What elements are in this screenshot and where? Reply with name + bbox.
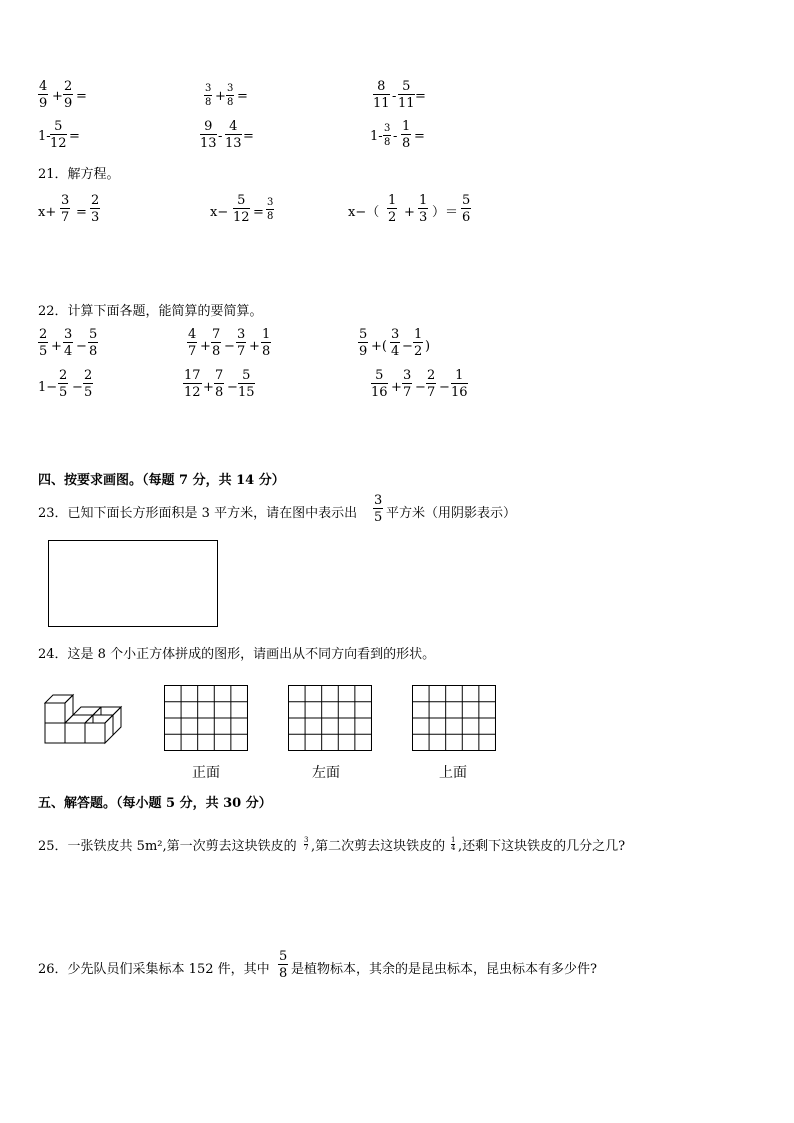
prefix: 1− <box>38 380 58 395</box>
fraction: $\frac{3}{4}$ <box>64 327 73 359</box>
fraction: $\frac{3}{8}$ <box>227 83 234 108</box>
fraction: $\frac{1}{8}$ <box>402 119 411 151</box>
equals-sign: = <box>237 89 248 104</box>
question-25-text: 25．一张铁皮共 5m²,第一次剪去这块铁皮的 <box>38 839 297 854</box>
equals-sign: = <box>414 129 425 144</box>
fraction: $\frac{8}{11}$ <box>373 79 390 111</box>
fraction: $\frac{3}{7}$ <box>237 327 246 359</box>
question-24-text: 24．这是 8 个小正方体拼成的图形，请画出从不同方向看到的形状。 <box>38 647 436 662</box>
operator: + <box>404 205 415 220</box>
fraction: $\frac{2}{9}$ <box>64 79 73 111</box>
operator: ) <box>425 339 431 354</box>
fraction: $\frac{5}{15}$ <box>238 368 255 400</box>
label-top: 上面 <box>439 765 467 781</box>
fraction: $\frac{2}{5}$ <box>39 327 48 359</box>
question-26-text: 26．少先队员们采集标本 152 件，其中 <box>38 962 270 977</box>
fraction: $\frac{5}{11}$ <box>398 79 415 111</box>
operator: − <box>415 380 426 395</box>
operator: - <box>218 129 223 144</box>
operator: + <box>215 89 226 104</box>
fraction: $\frac{9}{13}$ <box>200 119 217 151</box>
question-25-text-mid: ,第二次剪去这块铁皮的 <box>311 839 446 854</box>
operator: +( <box>371 339 387 354</box>
fraction: $\frac{3}{8}$ <box>384 123 391 148</box>
label-left: 左面 <box>312 765 340 781</box>
fraction: $\frac{7}{8}$ <box>212 327 221 359</box>
fraction: $\frac{4}{13}$ <box>225 119 242 151</box>
rectangle-drawing-area[interactable] <box>48 540 218 627</box>
operator: − <box>227 380 238 395</box>
operator: + <box>51 339 62 354</box>
grid-front[interactable] <box>164 685 248 751</box>
operator: − <box>402 339 413 354</box>
fraction: $\frac{5}{8}$ <box>89 327 98 359</box>
cube-face <box>65 723 85 743</box>
cube-figure <box>44 687 124 745</box>
fraction: $\frac{7}{8}$ <box>215 368 224 400</box>
prefix: 1- <box>38 129 51 144</box>
operator: + <box>203 380 214 395</box>
grid-left[interactable] <box>288 685 372 751</box>
equals-sign: = <box>253 205 264 220</box>
fraction: $\frac{3}{8}$ <box>205 83 212 108</box>
fraction: $\frac{2}{3}$ <box>91 193 100 225</box>
section-5-heading: 五、解答题。（每小题 5 分，共 30 分） <box>38 796 272 811</box>
fraction: $\frac{1}{2}$ <box>414 327 423 359</box>
fraction: $\frac{4}{7}$ <box>188 327 197 359</box>
operator: + <box>52 89 63 104</box>
fraction: $\frac{1}{3}$ <box>419 193 428 225</box>
question-23-text-end: 平方米（用阴影表示） <box>386 506 517 521</box>
fraction: $\frac{1}{2}$ <box>388 193 397 225</box>
prefix: 1- <box>370 129 383 144</box>
fraction: $\frac{17}{12}$ <box>184 368 201 400</box>
equals-sign: = <box>76 89 87 104</box>
cube-face <box>45 723 65 743</box>
operator: - <box>392 89 397 104</box>
prefix: x− <box>210 205 229 220</box>
fraction: $\frac{1}{8}$ <box>262 327 271 359</box>
operator: − <box>76 339 87 354</box>
grid-top[interactable] <box>412 685 496 751</box>
fraction: $\frac{3}{8}$ <box>267 197 274 222</box>
fraction: $\frac{2}{5}$ <box>59 368 68 400</box>
fraction: $\frac{5}{8}$ <box>279 949 288 981</box>
fraction: $\frac{2}{5}$ <box>84 368 93 400</box>
operator: + <box>200 339 211 354</box>
equals-sign: = <box>69 129 80 144</box>
fraction: $\frac{4}{9}$ <box>39 79 48 111</box>
fraction: $\frac{3}{7}$ <box>403 368 412 400</box>
equals-sign: = <box>243 129 254 144</box>
cube-face <box>85 723 105 743</box>
fraction: $\frac{5}{12}$ <box>50 119 67 151</box>
fraction: $\frac{5}{6}$ <box>462 193 471 225</box>
fraction: $\frac{3}{5}$ <box>374 493 383 525</box>
prefix: x+ <box>38 205 57 220</box>
question-22-title: 22．计算下面各题，能简算的要简算。 <box>38 304 263 319</box>
close-paren-equals: ）＝ <box>432 205 459 220</box>
fraction: $\frac{5}{9}$ <box>359 327 368 359</box>
fraction: $\frac{1}{4}$ <box>451 836 456 852</box>
operator: − <box>224 339 235 354</box>
question-25-text-end: ,还剩下这块铁皮的几分之几? <box>458 839 626 854</box>
operator: + <box>249 339 260 354</box>
section-4-heading: 四、按要求画图。（每题 7 分，共 14 分） <box>38 473 285 488</box>
operator: + <box>391 380 402 395</box>
label-front: 正面 <box>192 765 220 781</box>
operator: − <box>439 380 450 395</box>
fraction: $\frac{1}{16}$ <box>451 368 468 400</box>
fraction: $\frac{3}{7}$ <box>61 193 70 225</box>
fraction: $\frac{3}{4}$ <box>391 327 400 359</box>
operator: − <box>72 380 83 395</box>
question-21-title: 21．解方程。 <box>38 167 120 182</box>
fraction: $\frac{3}{7}$ <box>304 836 309 852</box>
prefix: x−（ <box>348 205 380 220</box>
question-23-text: 23．已知下面长方形面积是 3 平方米，请在图中表示出 <box>38 506 358 521</box>
equals-sign: = <box>76 205 87 220</box>
operator: - <box>393 129 398 144</box>
equals-sign: = <box>415 89 426 104</box>
fraction: $\frac{5}{16}$ <box>371 368 388 400</box>
fraction: $\frac{2}{7}$ <box>427 368 436 400</box>
question-26-text-end: 是植物标本，其余的是昆虫标本，昆虫标本有多少件? <box>291 962 597 977</box>
cube-face <box>45 703 65 723</box>
fraction: $\frac{5}{12}$ <box>233 193 250 225</box>
